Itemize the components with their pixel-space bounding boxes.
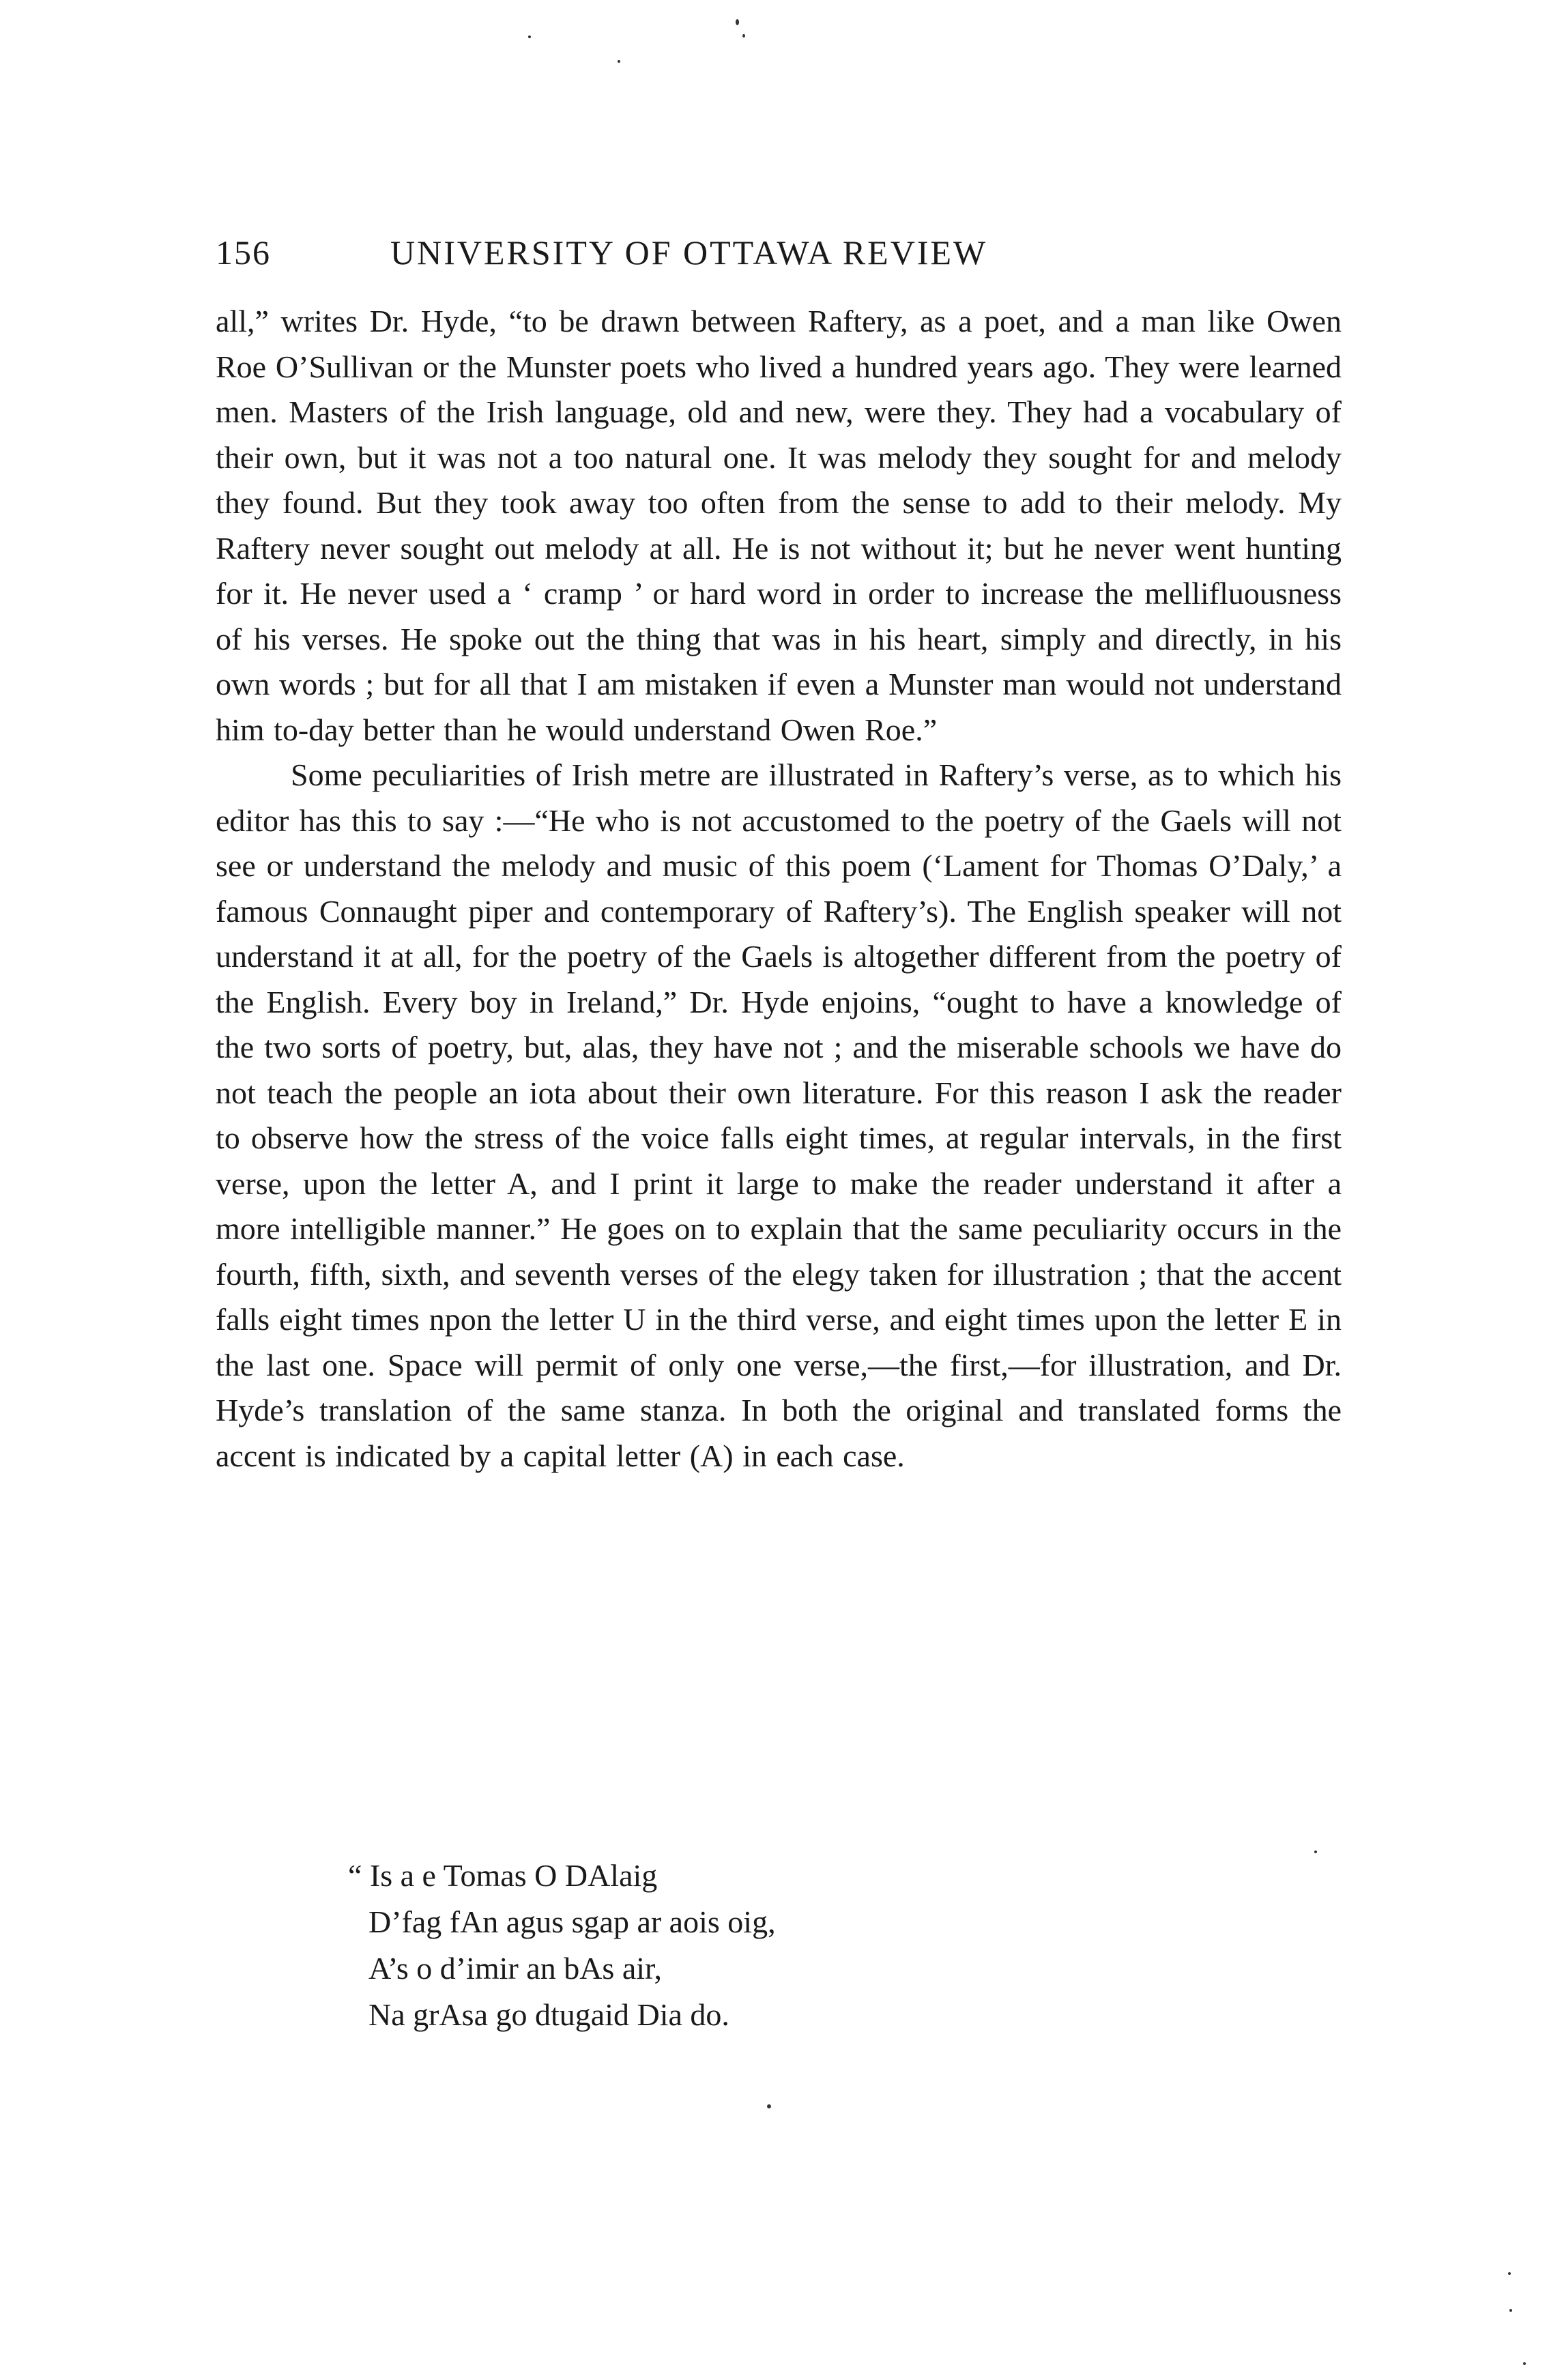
scan-speck: [528, 35, 531, 38]
body-text: [216, 299, 1342, 1479]
verse-line: A’s o d’imir an bAs air,: [368, 1951, 662, 1986]
page-header: [216, 225, 1342, 280]
running-title: UNIVERSITY OF OTTAWA REVIEW: [390, 233, 988, 272]
scan-speck: [767, 2104, 771, 2108]
verse-line: Na grAsa go dtugaid Dia do.: [368, 1997, 729, 2032]
scan-speck: [1523, 2362, 1526, 2365]
scan-speck: [742, 34, 745, 38]
page-number: 156: [216, 233, 271, 272]
verse-line: “ Is a e Tomas O DAlaig: [348, 1858, 658, 1893]
paragraph-irish-metre: Some peculiarities of Irish metre are illustrated in Raftery’s verse, as to which his editor has this to say :—“He who is not accustomed to the poetry of the Gaels will not see or understand the melody and music of this poem (‘Lament for Thomas O’Daly,’ a famous Connaught piper and contemporary of Raftery’s). The English speaker will not understand it at all, for the poetry of the Gaels is altogether different from the poetry of the English. Every boy in Ireland,” Dr. Hyde enjoins, “ought to have a knowledge of the two sorts of poetry, but, alas, they have not ; and the miserable schools we have do not teach the people an iota about their own literature. For this reason I ask the reader to observe how the stress of the voice falls eight times, at regular intervals, in the first verse, upon the letter A, and I print it large to make the reader understand it after a more intelligible manner.” He goes on to explain that the same peculiarity occurs in the fourth, fifth, sixth, and seventh verses of the elegy taken for illustration ; that the accent falls eight times npon the letter U in the third verse, and eight times upon the letter E in the last one. Space will permit of only one verse,—the first,—for illustration, and Dr. Hyde’s translation of the same stanza. In both the original and translated forms the accent is indicated by a capital letter (A) in each case.: [216, 757, 1342, 1473]
scan-speck: [1509, 2309, 1512, 2312]
scan-speck: [1508, 2272, 1511, 2275]
scan-speck: [618, 60, 620, 63]
paragraph-continued-quote: all,” writes Dr. Hyde, “to be drawn between Raftery, as a poet, and a man like Owen Roe O’Sullivan or the Munster poets who lived a hundred years ago. They were learned men. Masters of the Irish language, old and new, were they. They had a vocabulary of their own, but it was not a too natural one. It was melody they sought for and melody they found. But they took away too often from the sense to add to their melody. My Raftery never sought out melody at all. He is not without it; but he never went hunting for it. He never used a ‘ cramp ’ or hard word in order to increase the mellifluousness of his verses. He spoke out the thing that was in his heart, simply and directly, in his own words ; but for all that I am mistaken if even a Munster man would not understand him to-day better than he would understand Owen Roe.”: [216, 304, 1342, 747]
scan-speck: [1314, 1851, 1317, 1853]
verse-line: D’fag fAn agus sgap ar aois oig,: [368, 1904, 776, 1939]
scan-speck: [736, 19, 739, 25]
verse-stanza: [348, 1853, 1187, 2038]
